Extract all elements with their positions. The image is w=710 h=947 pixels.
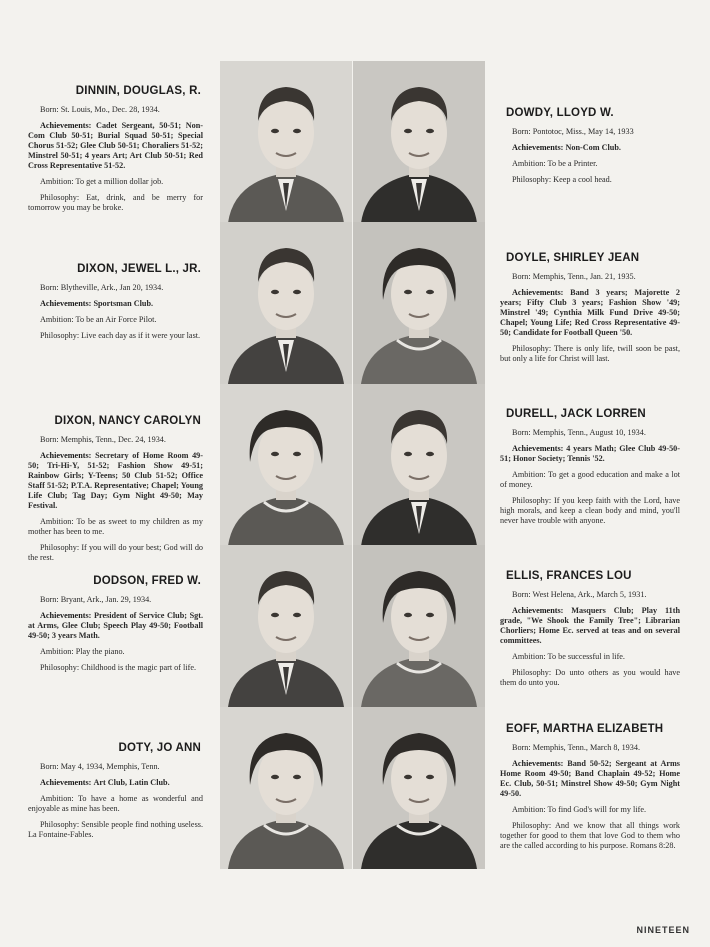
student-born: Born: May 4, 1934, Memphis, Tenn. bbox=[40, 762, 160, 772]
student-ambition: Ambition: To get a million dollar job. bbox=[40, 177, 164, 187]
student-bio-doyle bbox=[500, 251, 680, 370]
student-bio-dinnin bbox=[28, 84, 203, 219]
portrait-photo bbox=[353, 384, 485, 546]
portrait-photo bbox=[220, 61, 352, 223]
student-achievements: Achievements: Art Club, Latin Club. bbox=[40, 778, 170, 788]
student-name: DIXON, NANCY CAROLYN bbox=[54, 415, 201, 427]
student-philosophy: Philosophy: If you will do your best; God will do the rest. bbox=[28, 543, 203, 563]
student-born: Born: West Helena, Ark., March 5, 1931. bbox=[512, 590, 647, 600]
student-philosophy: Philosophy: There is only life, twill soon be past, but only a life for Christ will last. bbox=[500, 344, 680, 364]
student-born: Born: Memphis, Tenn., Jan. 21, 1935. bbox=[512, 272, 636, 282]
student-ambition: Ambition: To get a good education and make a lot of money. bbox=[500, 470, 680, 490]
portrait-photo bbox=[353, 222, 485, 384]
student-ambition: Ambition: To be as sweet to my children as my mother has been to me. bbox=[28, 517, 203, 537]
student-name: DOTY, JO ANN bbox=[118, 742, 201, 754]
student-philosophy: Philosophy: Do unto others as you would have them do unto you. bbox=[500, 668, 680, 688]
student-name: DIXON, JEWEL L., JR. bbox=[77, 263, 201, 275]
student-bio-dixon-nancy bbox=[28, 414, 203, 569]
student-achievements: Achievements: Secretary of Home Room 49-50; Tri-Hi-Y, 51-52; Fashion Show 49-51; Rainbow Girls; Y-Teens; 50 Club 51-52; Office Staff 51-52; P.T.A. Representative; Chapel; Young Life Club; Tag Day; Gym Night 49-50; May Festival. bbox=[28, 451, 204, 511]
page-number: NINETEEN bbox=[636, 925, 690, 935]
portrait-photo bbox=[220, 707, 352, 869]
portrait-photo bbox=[220, 222, 352, 384]
student-bio-ellis bbox=[500, 569, 680, 694]
student-name: DINNIN, DOUGLAS, R. bbox=[75, 85, 201, 97]
student-philosophy: Philosophy: Live each day as if it were your last. bbox=[40, 331, 201, 341]
portrait-photo bbox=[220, 384, 352, 546]
student-ambition: Ambition: To be successful in life. bbox=[512, 652, 625, 662]
student-name: EOFF, MARTHA ELIZABETH bbox=[506, 723, 664, 735]
portrait-photo bbox=[353, 545, 485, 707]
student-achievements: Achievements: Non-Com Club. bbox=[512, 143, 621, 153]
student-philosophy: Philosophy: If you keep faith with the Lord, have high morals, and keep a clean body and mind, you'll never have trouble with anyone. bbox=[500, 496, 680, 526]
student-name: DODSON, FRED W. bbox=[93, 575, 201, 587]
student-bio-doty bbox=[28, 741, 203, 846]
student-bio-eoff bbox=[500, 722, 680, 857]
student-bio-dowdy bbox=[500, 106, 680, 191]
student-achievements: Achievements: Band 50-52; Sergeant at Arms Home Room 49-50; Band Chaplain 49-52; Home Ec. Club, 50-51; Minstrel Show 49-50; Gym Night 49-50. bbox=[500, 759, 680, 799]
student-bio-dodson bbox=[28, 574, 203, 679]
student-ambition: Ambition: To find God's will for my life. bbox=[512, 805, 647, 815]
student-philosophy: Philosophy: And we know that all things work together for good to them that love God to them who are the called according to his purpose. Romans 8:28. bbox=[500, 821, 680, 851]
student-ambition: Ambition: To be a Printer. bbox=[512, 159, 598, 169]
student-philosophy: Philosophy: Eat, drink, and be merry for tomorrow you may be broke. bbox=[28, 193, 203, 213]
student-philosophy: Philosophy: Childhood is the magic part of life. bbox=[40, 663, 197, 673]
student-ambition: Ambition: To be an Air Force Pilot. bbox=[40, 315, 157, 325]
student-name: DOWDY, LLOYD W. bbox=[506, 107, 614, 119]
student-name: DURELL, JACK LORREN bbox=[506, 408, 646, 420]
student-bio-durell bbox=[500, 407, 680, 532]
portrait-photo bbox=[220, 545, 352, 707]
portrait-photo bbox=[353, 61, 485, 223]
student-achievements: Achievements: Cadet Sergeant, 50-51; Non-Com Club 50-51; Burial Squad 50-51; Special Chorus 51-52; Glee Club 50-51; Choraliers 51-52; Minstrel 50-51; 4 years Art; Art Club 50-51; Red Cross Representative 51-52. bbox=[28, 121, 203, 171]
student-achievements: Achievements: Masquers Club; Play 11th grade, "We Shook the Family Tree"; Librarian Chorliers; Home Ec. served at teas and on several committees. bbox=[500, 606, 680, 646]
portrait-photo bbox=[353, 707, 485, 869]
student-born: Born: Memphis, Tenn., Dec. 24, 1934. bbox=[40, 435, 166, 445]
student-philosophy: Philosophy: Sensible people find nothing useless. La Fontaine-Fables. bbox=[28, 820, 203, 840]
student-ambition: Ambition: Play the piano. bbox=[40, 647, 125, 657]
student-ambition: Ambition: To have a home as wonderful and enjoyable as mine has been. bbox=[28, 794, 203, 814]
student-born: Born: Blytheville, Ark., Jan 20, 1934. bbox=[40, 283, 164, 293]
student-born: Born: Memphis, Tenn., March 8, 1934. bbox=[512, 743, 640, 753]
student-achievements: Achievements: Band 3 years; Majorette 2 years; Fifty Club 3 years; Fashion Show '49; Minstrel '49; Cynthia Milk Fund Drive 49-50; Chapel; Young Life; Red Cross Representative 49-50; Candidate for Football Queen '50. bbox=[500, 288, 681, 338]
student-name: DOYLE, SHIRLEY JEAN bbox=[506, 252, 640, 264]
student-achievements: Achievements: President of Service Club; Sgt. at Arms, Glee Club; Speech Play 49-50; Football 49-50; 3 years Math. bbox=[28, 611, 204, 641]
student-bio-dixon-jewel bbox=[28, 262, 203, 347]
student-achievements: Achievements: Sportsman Club. bbox=[40, 299, 154, 309]
student-born: Born: St. Louis, Mo., Dec. 28, 1934. bbox=[40, 105, 160, 115]
student-born: Born: Pontotoc, Miss., May 14, 1933 bbox=[512, 127, 634, 137]
student-born: Born: Bryant, Ark., Jan. 29, 1934. bbox=[40, 595, 152, 605]
student-achievements: Achievements: 4 years Math; Glee Club 49-50-51; Honor Society; Tennis '52. bbox=[500, 444, 680, 464]
student-philosophy: Philosophy: Keep a cool head. bbox=[512, 175, 612, 185]
student-name: ELLIS, FRANCES LOU bbox=[506, 570, 632, 582]
student-born: Born: Memphis, Tenn., August 10, 1934. bbox=[512, 428, 646, 438]
